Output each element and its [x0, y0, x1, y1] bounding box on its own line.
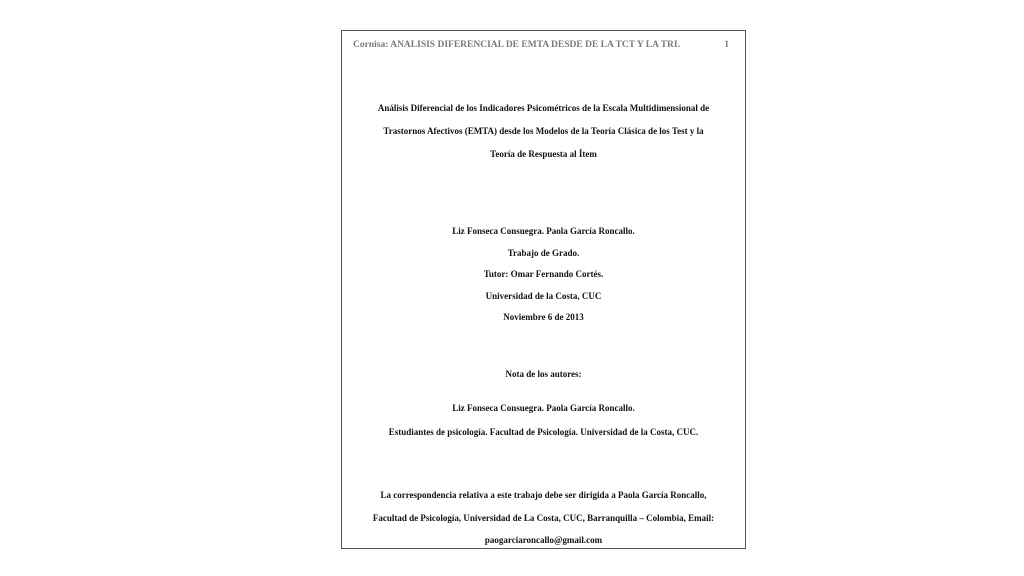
running-head-text: Cornisa: ANALISIS DIFERENCIAL DE EMTA DESDE DE LA TCT Y LA TRI.	[353, 40, 680, 50]
correspondence-block	[342, 484, 745, 552]
work-type: Trabajo de Grado.	[507, 247, 580, 258]
correspondence-email: paogarciaroncallo@gmail.com	[484, 535, 603, 545]
correspondence-line: La correspondencia relativa a este trabajo debe ser dirigida a Paola García Roncallo,	[380, 490, 707, 500]
page-number: 1	[724, 40, 729, 50]
document-date: Noviembre 6 de 2013	[503, 312, 584, 322]
running-header	[353, 40, 729, 50]
author-note-names: Liz Fonseca Consuegra. Paola García Roncallo.	[452, 403, 635, 413]
author-names: Liz Fonseca Consuegra. Paola García Roncallo.	[452, 226, 635, 236]
author-note-heading: Nota de los autores:	[505, 369, 582, 379]
tutor-name: Tutor: Omar Fernando Cortés.	[483, 269, 604, 279]
title-line: Teoría de Respuesta al Ítem	[490, 149, 597, 159]
title-line: Trastornos Afectivos (EMTA) desde los Modelos de la Teoría Clásica de los Test y la	[383, 126, 704, 136]
correspondence-line: Facultad de Psicología, Universidad de La Costa, CUC, Barranquilla – Colombia, Email:	[372, 512, 715, 523]
author-note-affiliation: Estudiantes de psicología. Facultad de Psicología. Universidad de la Costa, CUC.	[388, 427, 699, 437]
document-page	[341, 30, 746, 549]
title-line: Análisis Diferencial de los Indicadores Psicométricos de la Escala Multidimensional de	[377, 103, 710, 113]
title-block	[342, 97, 745, 166]
university-name: Universidad de la Costa, CUC	[485, 290, 602, 301]
authors-block	[342, 221, 745, 329]
author-note-block	[342, 396, 745, 444]
